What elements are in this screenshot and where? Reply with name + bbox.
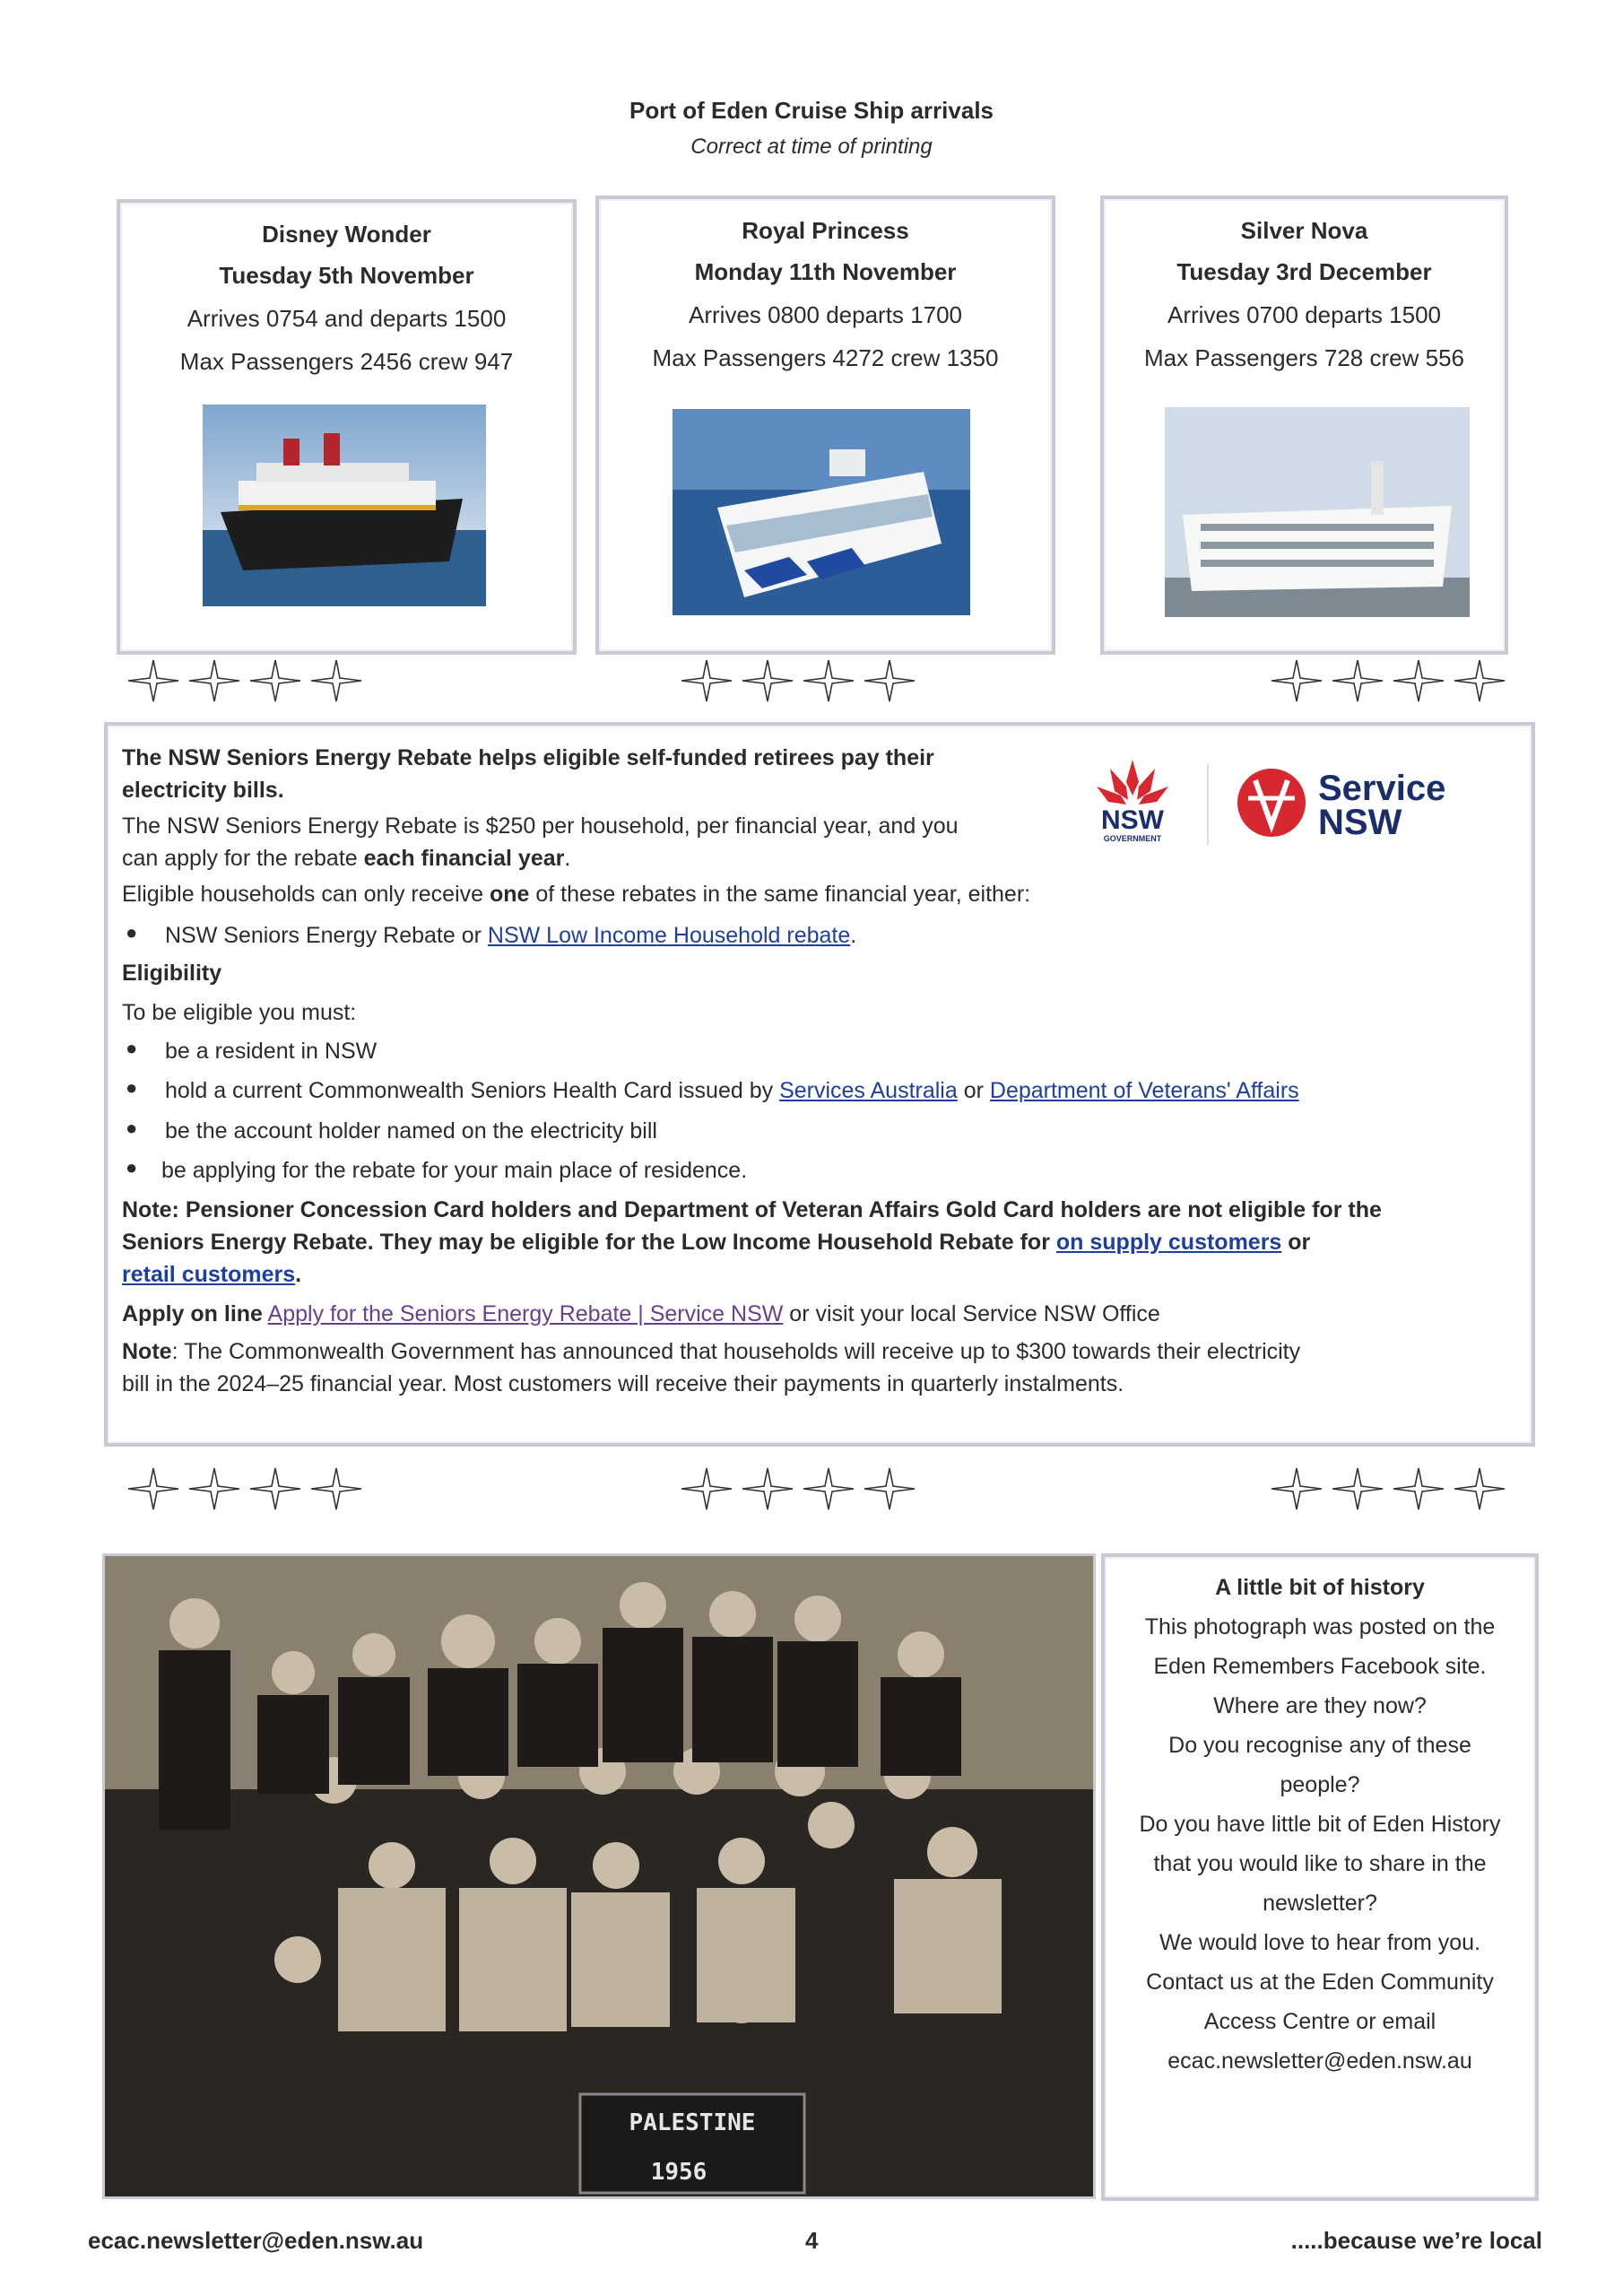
history-line: Where are they now? — [1213, 1693, 1427, 1718]
requirement-account-holder: be the account holder named on the electricity bill — [165, 1118, 657, 1144]
photo-sign-text: PALESTINE — [629, 2109, 756, 2136]
page-subtitle: Correct at time of printing — [690, 135, 933, 159]
history-line: that you would like to share in the — [1153, 1851, 1487, 1876]
history-email: ecac.newsletter@eden.nsw.au — [1167, 2048, 1472, 2074]
star-icon — [679, 1466, 734, 1511]
logo-divider — [1207, 764, 1209, 845]
star-icon — [1330, 658, 1385, 703]
requirement-health-card: hold a current Commonwealth Seniors Health Card issued by Services Australia or Department of Veterans' Affairs — [165, 1078, 1299, 1103]
ship-date: Tuesday 5th November — [219, 262, 474, 289]
star-icon — [740, 1466, 795, 1511]
ship-name: Silver Nova — [1240, 217, 1368, 244]
star-icon — [801, 658, 856, 703]
star-icon — [1452, 1466, 1507, 1511]
footer-email: ecac.newsletter@eden.nsw.au — [88, 2227, 424, 2254]
star-divider — [679, 1466, 917, 1511]
ship-date: Monday 11th November — [694, 258, 957, 285]
nsw-logo-text: NSW — [1101, 805, 1164, 835]
star-icon — [247, 658, 303, 703]
rebate-heading-cont: electricity bills. — [122, 778, 284, 803]
page-title: Port of Eden Cruise Ship arrivals — [629, 97, 994, 124]
on-supply-customers-link[interactable]: on supply customers — [1055, 1230, 1282, 1255]
ship-date: Tuesday 3rd December — [1176, 258, 1432, 285]
retail-customers-link[interactable]: retail customers — [122, 1262, 296, 1287]
star-divider — [126, 1466, 364, 1511]
service-nsw-text-2: NSW — [1318, 803, 1402, 842]
ship-times: Arrives 0800 departs 1700 — [689, 301, 962, 328]
history-line: Eden Remembers Facebook site. — [1153, 1654, 1487, 1679]
star-icon — [1391, 658, 1446, 703]
ship-name: Royal Princess — [742, 217, 909, 244]
footer-tagline: .....because we’re local — [1290, 2227, 1542, 2254]
rebate-eligible-households: Eligible households can only receive one of these rebates in the same financial year, either: — [122, 882, 1031, 907]
ship-times: Arrives 0700 departs 1500 — [1167, 301, 1441, 328]
ship-card-silver-nova — [1100, 196, 1508, 655]
star-icon — [308, 658, 364, 703]
history-line: This photograph was posted on the — [1144, 1614, 1496, 1639]
nsw-government-logo — [1083, 755, 1182, 845]
nsw-logo-subtext: GOVERNMENT — [1103, 834, 1162, 843]
star-icon — [1452, 658, 1507, 703]
note-pensioner: Note: Pensioner Concession Card holders and Department of Veteran Affairs Gold Card holders are not eligible for the — [122, 1197, 1382, 1222]
bullet-icon: ● — [126, 1037, 138, 1059]
eligibility-intro: To be eligible you must: — [122, 1000, 357, 1025]
services-australia-link[interactable]: Services Australia — [779, 1078, 958, 1103]
ship-passengers: Max Passengers 4272 crew 1350 — [652, 344, 999, 371]
apply-online: Apply on line Apply for the Seniors Energy Rebate | Service NSW or visit your local Service NSW Office — [122, 1301, 1160, 1326]
star-icon — [1330, 1466, 1385, 1511]
ship-card-disney-wonder — [117, 199, 577, 655]
rebate-option: NSW Seniors Energy Rebate or NSW Low Income Household rebate. — [165, 923, 857, 948]
veterans-affairs-link[interactable]: Department of Veterans' Affairs — [989, 1078, 1299, 1103]
note-pensioner-cont: Seniors Energy Rebate. They may be eligible for the Low Income Household Rebate for on supply customers or — [122, 1230, 1311, 1255]
history-line: people? — [1280, 1772, 1360, 1797]
star-icon — [862, 1466, 917, 1511]
star-icon — [1269, 658, 1324, 703]
history-panel — [1101, 1553, 1539, 2201]
photo-year-text: 1956 — [650, 2159, 707, 2186]
ship-passengers: Max Passengers 728 crew 556 — [1144, 344, 1464, 371]
history-line: We would love to hear from you. — [1159, 1930, 1481, 1955]
star-icon — [679, 658, 734, 703]
star-icon — [308, 1466, 364, 1511]
note-commonwealth: Note: The Commonwealth Government has announced that households will receive up to $300 towards their electricity — [122, 1339, 1301, 1364]
history-line: Contact us at the Eden Community — [1146, 1970, 1494, 1995]
history-photo — [102, 1553, 1096, 2199]
star-icon — [247, 1466, 303, 1511]
low-income-rebate-link[interactable]: NSW Low Income Household rebate — [487, 923, 851, 948]
history-line: Do you recognise any of these — [1168, 1733, 1471, 1758]
rebate-heading: The NSW Seniors Energy Rebate helps eligible self-funded retirees pay their — [122, 745, 934, 770]
bullet-icon: ● — [126, 1117, 138, 1139]
bullet-icon: ● — [126, 1076, 138, 1099]
rebate-amount-text-cont: can apply for the rebate each financial year. — [122, 846, 571, 871]
star-icon — [187, 1466, 242, 1511]
bullet-icon: ● — [126, 1156, 138, 1178]
ship-photo-royal-princess — [673, 409, 970, 615]
star-divider — [1269, 1466, 1507, 1511]
requirement-residency: be a resident in NSW — [165, 1039, 378, 1064]
note-pensioner-end: retail customers. — [122, 1262, 302, 1287]
ship-passengers: Max Passengers 2456 crew 947 — [179, 348, 514, 375]
requirement-main-residence: be applying for the rebate for your main place of residence. — [161, 1158, 748, 1183]
star-icon — [187, 658, 242, 703]
star-icon — [801, 1466, 856, 1511]
ship-name: Disney Wonder — [262, 221, 431, 248]
eligibility-heading: Eligibility — [122, 961, 222, 986]
star-icon — [740, 658, 795, 703]
ship-card-royal-princess — [595, 196, 1055, 655]
history-line: Access Centre or email — [1203, 2009, 1436, 2034]
star-icon — [126, 1466, 181, 1511]
ship-times: Arrives 0754 and departs 1500 — [187, 305, 507, 332]
service-nsw-logo — [1228, 762, 1497, 852]
star-divider — [126, 658, 364, 703]
star-icon — [1269, 1466, 1324, 1511]
page-number: 4 — [805, 2227, 819, 2254]
star-divider — [679, 658, 917, 703]
bullet-icon: ● — [126, 921, 138, 944]
star-icon — [1391, 1466, 1446, 1511]
history-title: A little bit of history — [1215, 1575, 1425, 1600]
note-commonwealth-cont: bill in the 2024–25 financial year. Most customers will receive their payments in quarterly instalments. — [122, 1371, 1124, 1396]
service-nsw-text-1: Service — [1318, 769, 1446, 808]
ship-photo-disney-wonder — [203, 404, 486, 606]
ship-photo-silver-nova — [1165, 407, 1470, 617]
star-divider — [1269, 658, 1507, 703]
star-icon — [862, 658, 917, 703]
apply-seniors-rebate-link[interactable]: Apply for the Seniors Energy Rebate | Service NSW — [267, 1301, 784, 1326]
history-line: Do you have little bit of Eden History — [1139, 1812, 1501, 1837]
history-line: newsletter? — [1263, 1891, 1377, 1916]
star-icon — [126, 658, 181, 703]
rebate-amount-text: The NSW Seniors Energy Rebate is $250 per household, per financial year, and you — [122, 813, 959, 839]
